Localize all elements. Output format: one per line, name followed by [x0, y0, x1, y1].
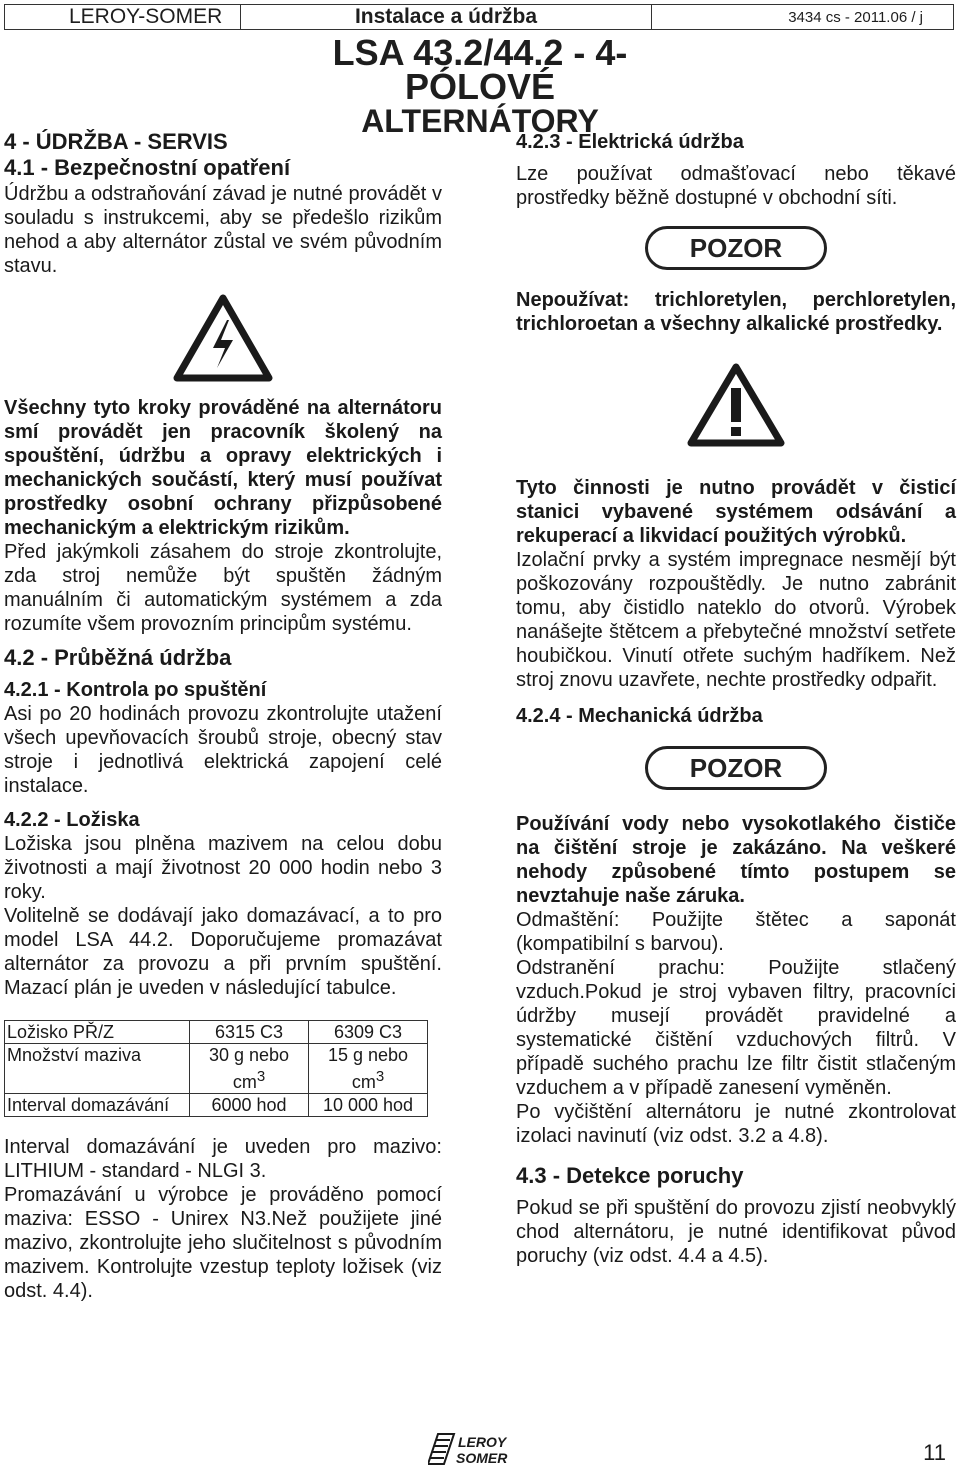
paragraph-forbidden-solvents: Nepoužívat: trichloretylen, perchloretylen, trichloroetan a všechny alkalické prostředky. [516, 289, 956, 335]
table-row [5, 1044, 428, 1094]
table-cell: 6315 C3 [190, 1021, 309, 1044]
title-line2: ALTERNÁTORY [361, 103, 599, 139]
paragraph-4-1: Údržbu a odstraňování závad je nutné provádět v souladu s instrukcemi, aby se předešlo rizikům nehod a aby alternátor zůstal ve svém původním stavu. [4, 183, 442, 277]
table-cell: 6309 C3 [309, 1021, 428, 1044]
heading-4-2-3: 4.2.3 - Elektrická údržba [516, 131, 744, 153]
pozor-badge: POZOR [645, 226, 827, 270]
header-section: Instalace a údržba [241, 5, 652, 29]
paragraph-dust-removal: Odstranění prachu: Použijte stlačený vzduch.Pokud je stroj vybaven filtry, pracovníci údržby musejí provádět pravidelné a systematické čištění vzduchových filtrů. V případě suchého prachu lze filtr čistit stlačeným vzduchem a v případě zanesení vyměněn. [516, 957, 956, 1099]
paragraph-safety-bold: Všechny tyto kroky prováděné na alternátoru smí provádět jen pracovník školený na spouštění, údržbu a opravy elektrických i mechanických součástí, který musí používat prostředky osobní ochrany přizpůsobené mechanickým a elektrickým rizikům. [4, 397, 442, 539]
unit-superscript: 3 [375, 1068, 385, 1085]
title-line1: LSA 43.2/44.2 - 4-PÓLOVÉ [332, 32, 628, 107]
page-header [4, 4, 954, 30]
table-row [5, 1094, 428, 1117]
paragraph-insulation: Izolační prvky a systém impregnace nesmějí být poškozovány rozpouštědly. Je nutno zabránit tomu, aby čistidlo nateklo do otvorů. Výrobek nanášejte štětcem a přebytečné množství setřete houbičkou. Vinutí otřete suchým hadříkem. Než stroj znovu uzavřete, nechte prostředky odpařit. [516, 549, 956, 691]
left-column [4, 128, 442, 1303]
heading-4-2-4: 4.2.4 - Mechanická údržba [516, 705, 763, 727]
table-cell: 6000 hod [190, 1094, 309, 1117]
cell-text: 30 g nebo cm [208, 1045, 290, 1092]
leroy-somer-logo [428, 1432, 524, 1466]
heading-4-1: 4.1 - Bezpečnostní opatření [4, 155, 291, 180]
paragraph-bearings: Ložiska jsou plněna mazivem na celou dobu životnosti a mají životnost 20 000 hodin nebo 3 roky. [4, 833, 442, 903]
paragraph-interval: Interval domazávání je uveden pro mazivo: LITHIUM - standard - NLGI 3. [4, 1136, 442, 1182]
heading-4-2-1: 4.2.1 - Kontrola po spuštění [4, 679, 267, 701]
table-row [5, 1021, 428, 1044]
header-company: LEROY-SOMER [5, 5, 241, 29]
heading-4: 4 - ÚDRŽBA - SERVIS [4, 129, 228, 154]
paragraph-4-2-1: Asi po 20 hodinách provozu zkontrolujte utažení všech upevňovacích šroubů stroje, obecný stav stroje i jednotlivá elektrická zapojení celé instalace. [4, 703, 442, 797]
document-title [260, 32, 700, 139]
unit-superscript: 3 [256, 1068, 266, 1085]
table-cell: Interval domazávání [5, 1094, 190, 1117]
cell-text: 15 g nebo cm [327, 1045, 409, 1092]
lubrication-table [4, 1020, 428, 1117]
page-number: 11 [923, 1440, 946, 1465]
paragraph-cleaning-station: Tyto činnosti je nutno provádět v čisticí stanici vybavené systémem odsávání a rekuperací a likvidací použitých výrobků. [516, 477, 956, 547]
paragraph-factory-lubricant: Promazávání u výrobce je prováděno pomocí maziva: ESSO - Unirex N3.Než použijete jiné mazivo, zkontrolujte jeho slučitelnost s původním mazivem. Kontrolujte vzestup teploty ložisek (viz odst. 4.4). [4, 1184, 442, 1302]
header-doc-ref: 3434 cs - 2011.06 / j [788, 8, 923, 26]
heading-4-2-2: 4.2.2 - Ložiska [4, 809, 140, 831]
paragraph-before-intervention: Před jakýmkoli zásahem do stroje zkontrolujte, zda stroj nemůže být spuštěn žádným manuálním či automatickým systémem a zda rozumíte všem provozním principům systému. [4, 541, 442, 635]
electric-hazard-icon [4, 292, 442, 384]
table-cell: Množství maziva [5, 1044, 190, 1094]
table-cell [309, 1044, 428, 1094]
paragraph-4-2-3: Lze používat odmašťovací nebo těkavé prostředky běžně dostupné v obchodní síti. [516, 163, 956, 209]
heading-4-3: 4.3 - Detekce poruchy [516, 1163, 744, 1188]
table-cell [190, 1044, 309, 1094]
table-cell: Ložisko PŘ/Z [5, 1021, 190, 1044]
warning-exclamation-icon [516, 362, 956, 448]
heading-4-2: 4.2 - Průběžná údržba [4, 645, 232, 670]
logo-text-top: LEROY [458, 1434, 507, 1450]
right-column [516, 128, 956, 1268]
paragraph-after-cleaning: Po vyčištění alternátoru je nutné zkontrolovat izolaci navinutí (viz odst. 3.2 a 4.8). [516, 1101, 956, 1147]
pozor-badge: POZOR [645, 746, 827, 790]
paragraph-lubrication: Volitelně se dodávají jako domazávací, a to pro model LSA 44.2. Doporučujeme promazávat alternátor za provozu a při prvním spuštění. Mazací plán je uveden v následující tabulce. [4, 905, 442, 999]
paragraph-4-3: Pokud se při spuštění do provozu zjistí neobvyklý chod alternátoru, je nutné identifikovat původ poruchy (viz odst. 4.4 a 4.5). [516, 1197, 956, 1267]
logo-text-bottom: SOMER [456, 1450, 508, 1466]
paragraph-degreasing: Odmaštění: Použijte štětec a saponát (kompatibilní s barvou). [516, 909, 956, 955]
paragraph-water-forbidden: Používání vody nebo vysokotlakého čističe na čištění stroje je zakázáno. Na veškeré nehody způsobené tímto postupem se nevztahuje naše záruka. [516, 813, 956, 907]
table-cell: 10 000 hod [309, 1094, 428, 1117]
